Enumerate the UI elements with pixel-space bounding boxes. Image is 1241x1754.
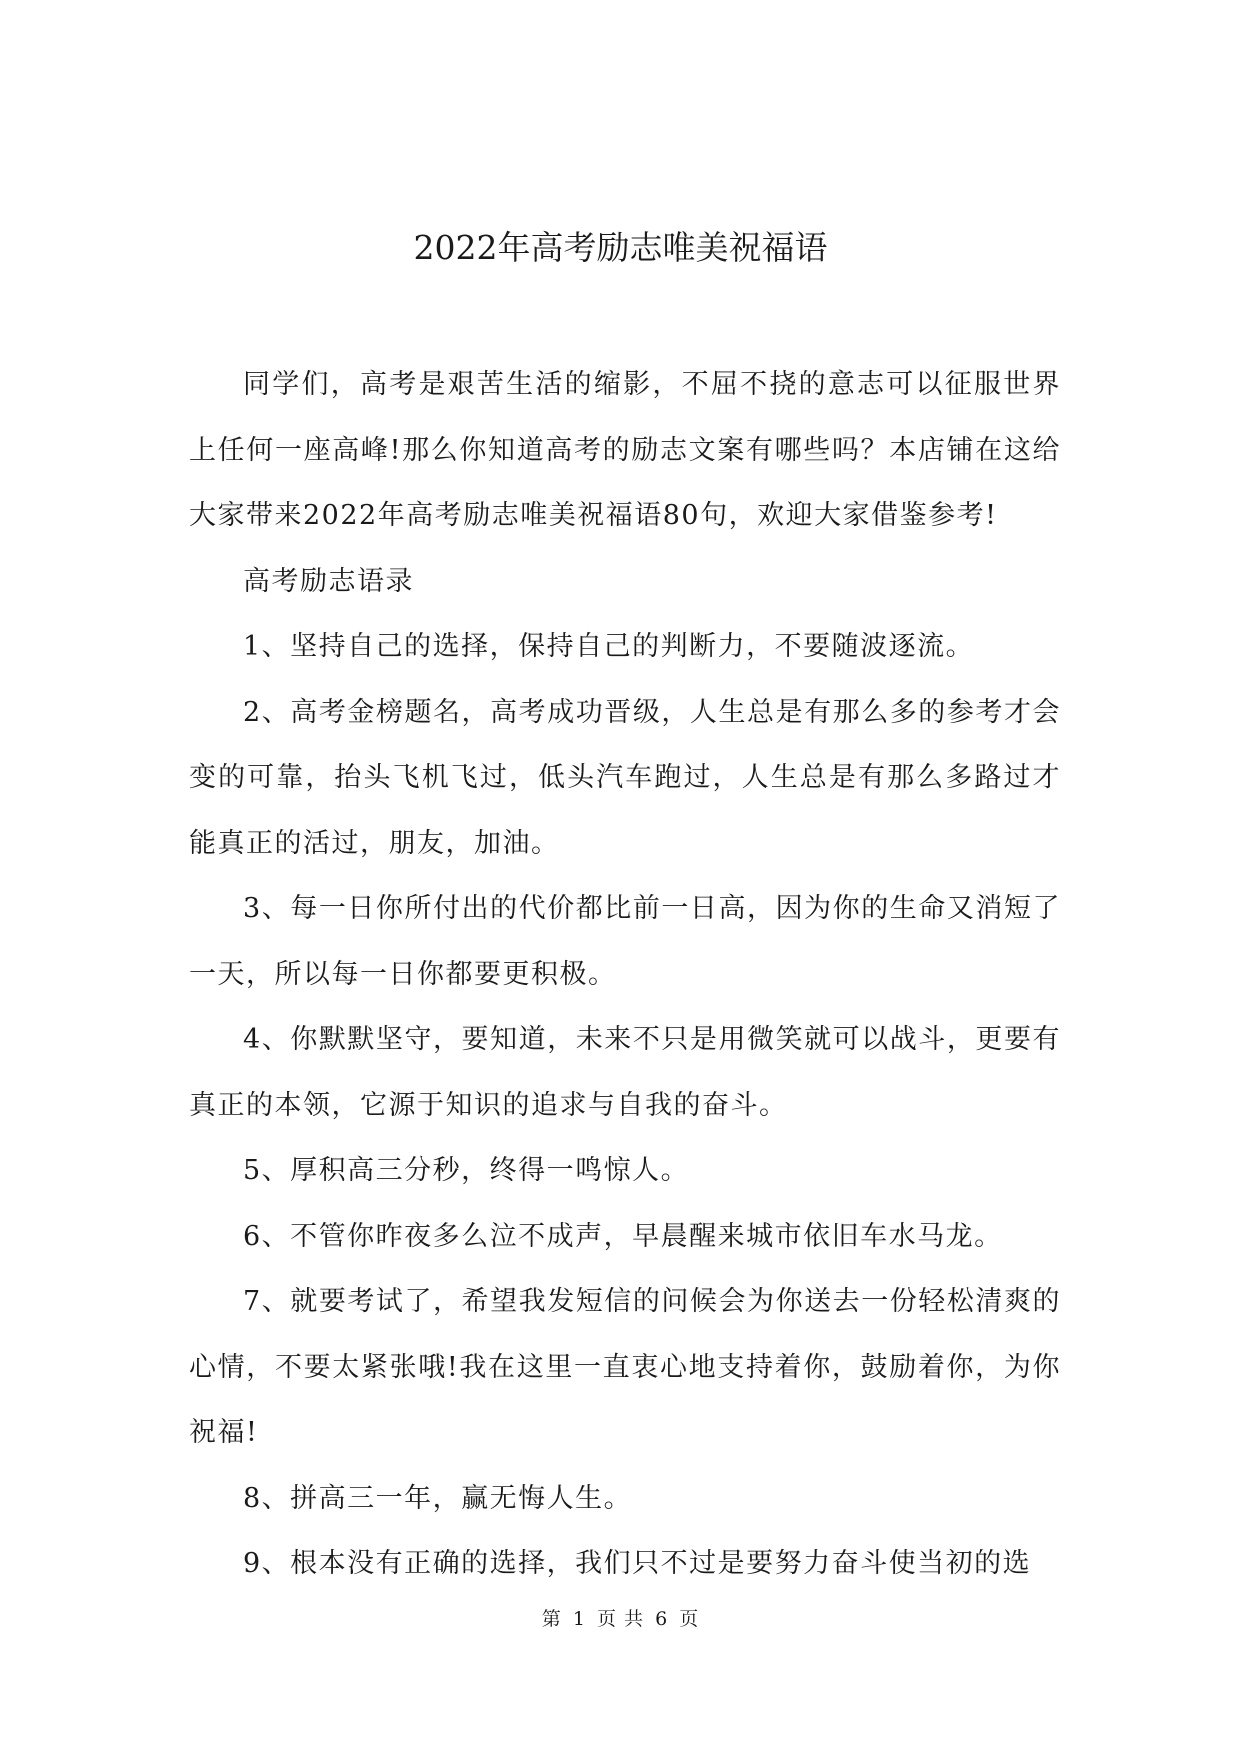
document-title: 2022年高考励志唯美祝福语 [413, 228, 828, 267]
footer-prefix: 第 [541, 1608, 562, 1630]
quote-item: 5、厚积高三分秒，终得一鸣惊人。 [243, 1155, 690, 1186]
quote-item: 7、就要考试了，希望我发短信的问候会为你送去一份轻松清爽的心情，不要太紧张哦!我在这里一直衷心地支持着你，鼓励着你，为你祝福! [189, 1286, 1061, 1448]
footer-suffix: 页 [679, 1608, 700, 1630]
quote-item: 6、不管你昨夜多么泣不成声，早晨醒来城市依旧车水马龙。 [243, 1220, 1003, 1252]
quote-item: 2、高考金榜题名，高考成功晋级，人生总是有那么多的参考才会变的可靠，抬头飞机飞过，低头汽车跑过，人生总是有那么多路过才能真正的活过，朋友，加油。 [189, 696, 1061, 859]
intro-paragraph: 同学们，高考是艰苦生活的缩影，不屈不挠的意志可以征服世界上任何一座高峰!那么你知道高考的励志文案有哪些吗？本店铺在这给大家带来2022年高考励志唯美祝福语80句，欢迎大家借鉴参考! [189, 369, 1061, 531]
footer-middle: 页 共 [596, 1608, 645, 1630]
page-footer [0, 1605, 1241, 1633]
section-heading: 高考励志语录 [243, 565, 414, 597]
quote-item: 9、根本没有正确的选择，我们只不过是要努力奋斗使当初的选 [243, 1548, 1032, 1579]
quote-item: 4、你默默坚守，要知道，未来不只是用微笑就可以战斗，更要有真正的本领，它源于知识的追求与自我的奋斗。 [189, 1024, 1061, 1121]
footer-current-page: 1 [572, 1608, 586, 1630]
document-body [189, 352, 1061, 1597]
quote-item: 3、每一日你所付出的代价都比前一日高，因为你的生命又消短了一天，所以每一日你都要更积极。 [189, 893, 1061, 990]
quote-item: 8、拼高三一年，赢无悔人生。 [243, 1482, 633, 1514]
quote-item: 1、坚持自己的选择，保持自己的判断力，不要随波逐流。 [243, 631, 975, 662]
footer-total-pages: 6 [655, 1608, 669, 1630]
